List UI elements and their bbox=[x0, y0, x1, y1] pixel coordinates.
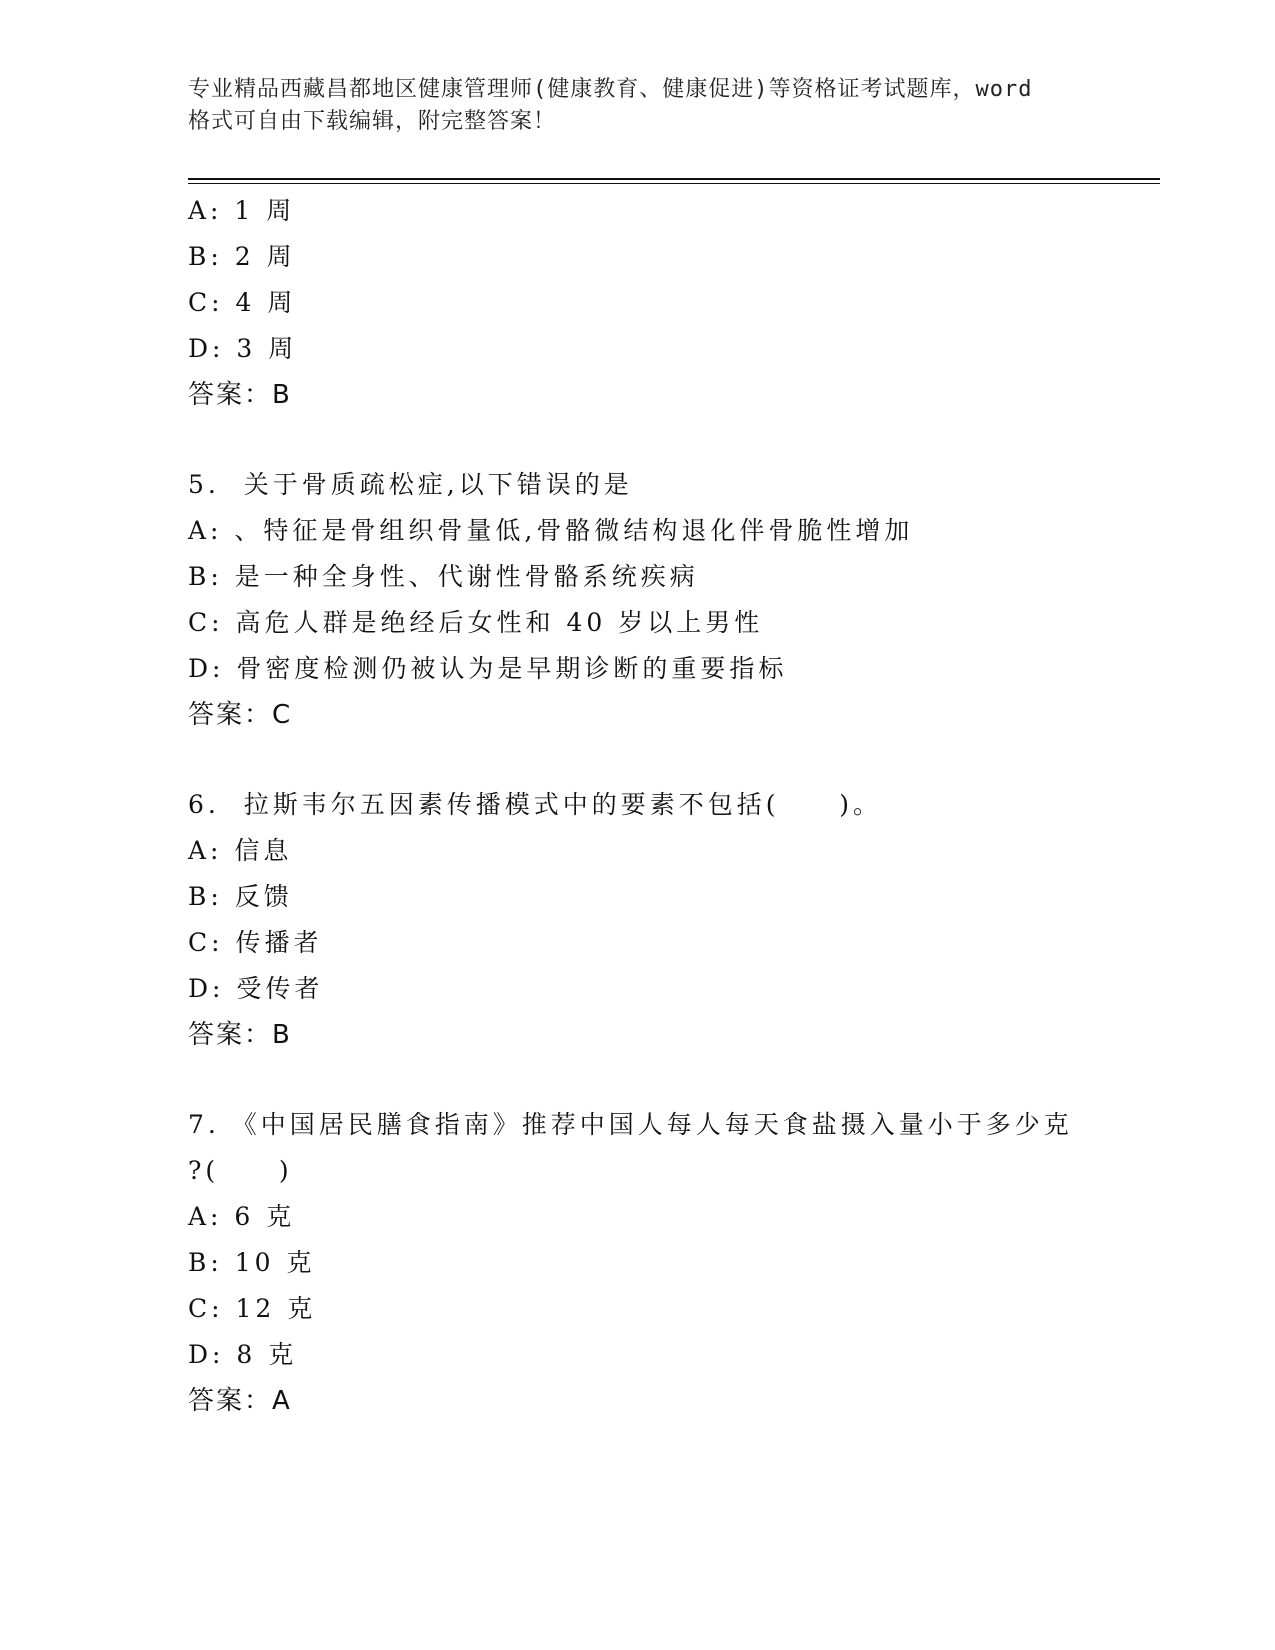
question-title: 5. 关于骨质疏松症,以下错误的是 bbox=[188, 470, 633, 499]
option-b: B: 反馈 bbox=[188, 882, 293, 911]
question-6 bbox=[188, 782, 1160, 1058]
question-title: 6. 拉斯韦尔五因素传播模式中的要素不包括( )。 bbox=[188, 790, 882, 819]
question-7 bbox=[188, 1102, 1160, 1424]
option-a: A: 6 克 bbox=[188, 1202, 296, 1231]
option-c: C: 高危人群是绝经后女性和 40 岁以上男性 bbox=[188, 608, 764, 637]
header-rule-thick bbox=[188, 178, 1160, 180]
answer-label: 答案：B bbox=[188, 1020, 292, 1050]
option-a: A: 信息 bbox=[188, 836, 293, 865]
option-d: D: 骨密度检测仍被认为是早期诊断的重要指标 bbox=[188, 654, 788, 683]
spacer bbox=[188, 738, 1160, 782]
question-5 bbox=[188, 462, 1160, 738]
option-b: B: 是一种全身性、代谢性骨骼系统疾病 bbox=[188, 562, 699, 591]
option-a: A: 、特征是骨组织骨量低,骨骼微结构退化伴骨脆性增加 bbox=[188, 516, 914, 545]
question-title-line-1: 7. 《中国居民膳食指南》推荐中国人每人每天食盐摄入量小于多少克 bbox=[188, 1110, 1073, 1139]
header-rule-thin bbox=[188, 183, 1160, 184]
option-b: B: 2 周 bbox=[188, 242, 296, 271]
document-header bbox=[188, 74, 1088, 138]
answer-label: 答案：C bbox=[188, 700, 293, 730]
question-list bbox=[188, 188, 1160, 1424]
spacer bbox=[188, 418, 1160, 462]
option-d: D: 受传者 bbox=[188, 974, 324, 1003]
question-title-line-2: ?( ) bbox=[188, 1156, 293, 1185]
option-c: C: 12 克 bbox=[188, 1294, 317, 1323]
header-line-1: 专业精品西藏昌都地区健康管理师(健康教育、健康促进)等资格证考试题库，word bbox=[188, 77, 1033, 102]
option-d: D: 3 周 bbox=[188, 334, 298, 363]
option-c: C: 4 周 bbox=[188, 288, 297, 317]
answer-label: 答案：A bbox=[188, 1386, 292, 1416]
header-line-2: 格式可自由下载编辑，附完整答案！ bbox=[188, 109, 557, 134]
question-4 bbox=[188, 188, 1160, 418]
option-b: B: 10 克 bbox=[188, 1248, 316, 1277]
option-d: D: 8 克 bbox=[188, 1340, 298, 1369]
answer-label: 答案：B bbox=[188, 380, 292, 410]
option-c: C: 传播者 bbox=[188, 928, 323, 957]
option-a: A: 1 周 bbox=[188, 196, 296, 225]
spacer bbox=[188, 1058, 1160, 1102]
